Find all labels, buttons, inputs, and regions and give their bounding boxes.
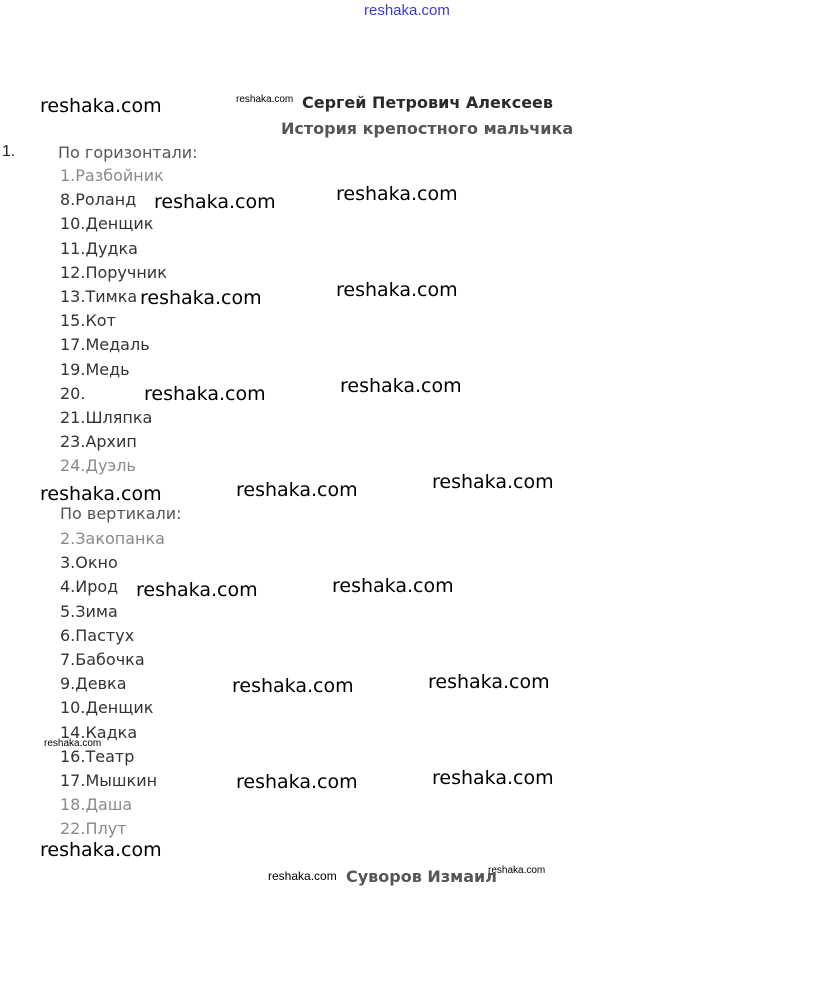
list-item: 11.Дудка (60, 238, 138, 258)
list-item: 2.Закопанка (60, 529, 165, 548)
watermark: reshaka.com (332, 575, 454, 597)
site-link[interactable]: reshaka.com (364, 2, 450, 19)
watermark: reshaka.com (488, 865, 546, 876)
list-item: 16.Театр (60, 746, 135, 766)
list-item: 5.Зима (60, 601, 118, 621)
list-item: 3.Окно (60, 553, 118, 573)
watermark: reshaka.com (340, 375, 462, 397)
list-item: 23.Архип (60, 432, 137, 452)
list-item: 17.Медаль (60, 335, 150, 355)
watermark: reshaka.com (268, 869, 337, 883)
watermark: reshaka.com (232, 675, 354, 697)
vertical-list (60, 527, 165, 841)
watermark: reshaka.com (336, 279, 458, 301)
list-item: 6.Пастух (60, 625, 135, 645)
watermark: reshaka.com (40, 839, 162, 861)
list-item: 18.Даша (60, 795, 133, 815)
list-item: 10.Денщик (60, 214, 154, 234)
book-title: История крепостного мальчика (281, 119, 574, 138)
list-item: 19.Медь (60, 359, 130, 379)
list-item: 7.Бабочка (60, 649, 145, 669)
watermark: reshaka.com (236, 771, 358, 793)
list-item: 21.Шляпка (60, 407, 153, 427)
list-item: 12.Поручник (60, 262, 167, 282)
list-item: 24.Дуэль (60, 456, 136, 476)
list-item: 1.Разбойник (60, 166, 164, 185)
footer-title: Суворов Измаил (346, 867, 497, 886)
list-item: 15.Кот (60, 311, 116, 331)
list-item: 8.Роланд (60, 190, 137, 210)
watermark: reshaka.com (432, 471, 554, 493)
list-item: 13.Тимка (60, 286, 138, 306)
watermark: reshaka.com (336, 183, 458, 205)
watermark: reshaka.com (428, 671, 550, 693)
watermark: reshaka.com (136, 579, 258, 601)
list-item: 4.Ирод (60, 577, 119, 597)
watermark: reshaka.com (44, 738, 102, 749)
watermark: reshaka.com (236, 94, 294, 105)
watermark: reshaka.com (144, 383, 266, 405)
watermark: reshaka.com (154, 191, 276, 213)
watermark: reshaka.com (140, 287, 262, 309)
watermark: reshaka.com (40, 95, 162, 117)
list-item: 10.Денщик (60, 698, 154, 718)
horizontal-heading: По горизонтали: (58, 143, 198, 162)
watermark: reshaka.com (236, 479, 358, 501)
horizontal-list (60, 164, 167, 478)
list-item: 9.Девка (60, 674, 127, 694)
author-name: Сергей Петрович Алексеев (302, 93, 554, 112)
watermark: reshaka.com (40, 483, 162, 505)
watermark: reshaka.com (432, 767, 554, 789)
list-item: 17.Мышкин (60, 770, 158, 790)
list-item: 14.Кадка (60, 722, 138, 742)
item-number: 1. (2, 143, 16, 160)
list-item: 20. (60, 383, 86, 403)
vertical-heading: По вертикали: (60, 504, 182, 523)
list-item: 22.Плут (60, 819, 127, 839)
